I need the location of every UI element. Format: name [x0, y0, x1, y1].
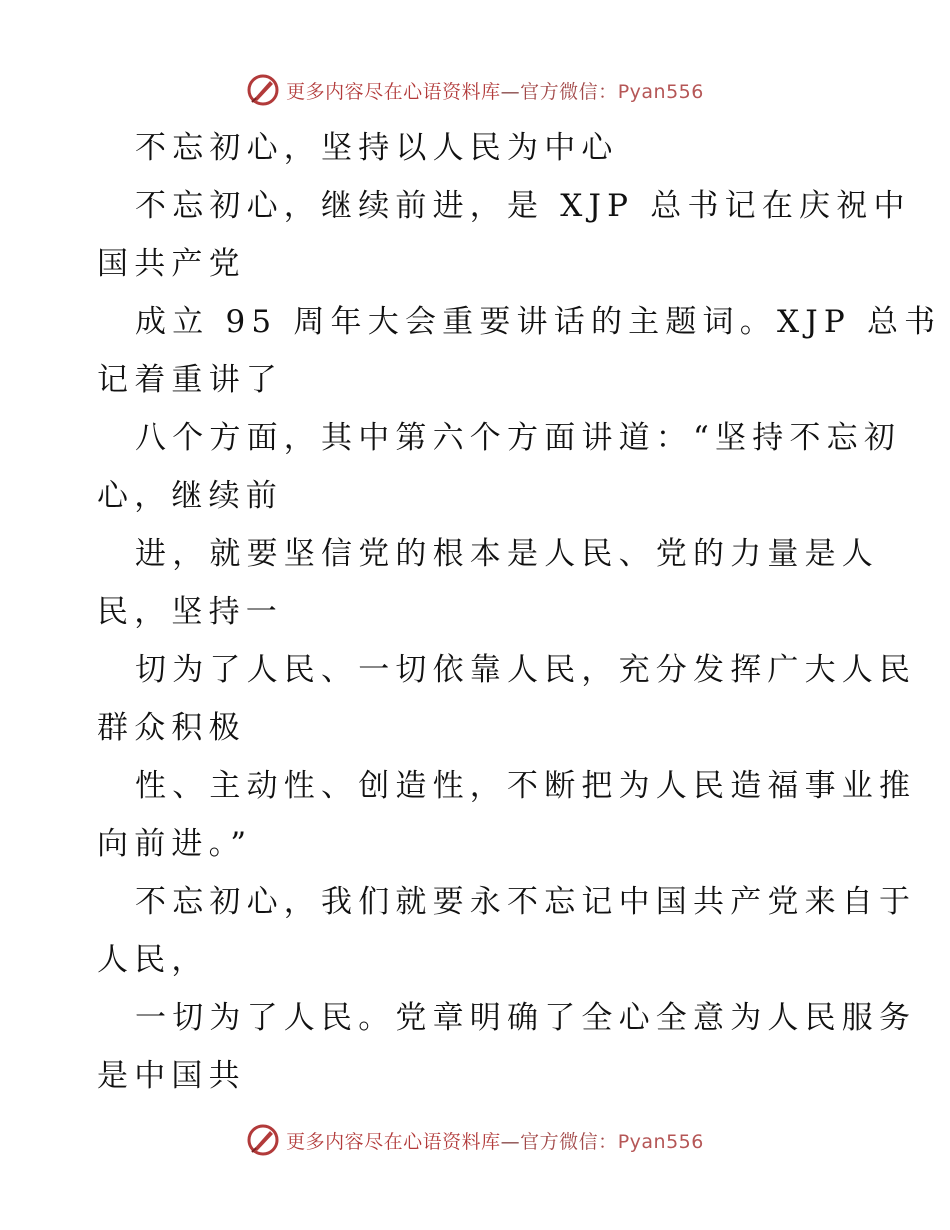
doc-line: 国共产党: [97, 246, 246, 282]
doc-line: 进，就要坚信党的根本是人民、党的力量是人: [135, 536, 879, 572]
watermark-dash: —: [500, 1130, 521, 1153]
doc-line: 成立 95 周年大会重要讲话的主题词。XJP 总书: [135, 304, 942, 340]
doc-line: 群众积极: [97, 710, 246, 746]
doc-line: 民，坚持一: [97, 594, 283, 630]
header-watermark: [0, 70, 950, 110]
watermark-prefix: 更多内容尽在心语资料库: [286, 1130, 501, 1153]
watermark-wechat-id: Pyan556: [617, 80, 704, 103]
watermark-wechat-label: 官方微信：: [520, 80, 618, 103]
watermark-dash: —: [500, 80, 521, 103]
doc-line: 切为了人民、一切依靠人民，充分发挥广大人民: [135, 652, 917, 688]
quill-logo-icon: [246, 1123, 280, 1157]
watermark-wechat-label: 官方微信：: [520, 1130, 618, 1153]
quill-logo-icon: [246, 73, 280, 107]
footer-watermark: [0, 1120, 950, 1160]
doc-line: 一切为了人民。党章明确了全心全意为人民服务: [135, 1000, 917, 1036]
doc-line: 人民，: [97, 942, 209, 978]
doc-line: 记着重讲了: [97, 362, 283, 398]
watermark-text: [286, 77, 704, 104]
watermark-wechat-id: Pyan556: [617, 1130, 704, 1153]
doc-line: 不忘初心，继续前进，是 XJP 总书记在庆祝中: [135, 188, 911, 224]
watermark-text: [286, 1127, 704, 1154]
watermark-prefix: 更多内容尽在心语资料库: [286, 80, 501, 103]
doc-line: 向前进。”: [97, 826, 253, 862]
doc-title: 不忘初心，坚持以人民为中心: [135, 130, 619, 166]
doc-line: 是中国共: [97, 1058, 246, 1094]
document-body: [97, 119, 942, 1105]
doc-line: 性、主动性、创造性，不断把为人民造福事业推: [135, 768, 917, 804]
doc-line: 心，继续前: [97, 478, 283, 514]
doc-line: 不忘初心，我们就要永不忘记中国共产党来自于: [135, 884, 917, 920]
doc-line: 八个方面，其中第六个方面讲道：“坚持不忘初: [135, 420, 902, 456]
